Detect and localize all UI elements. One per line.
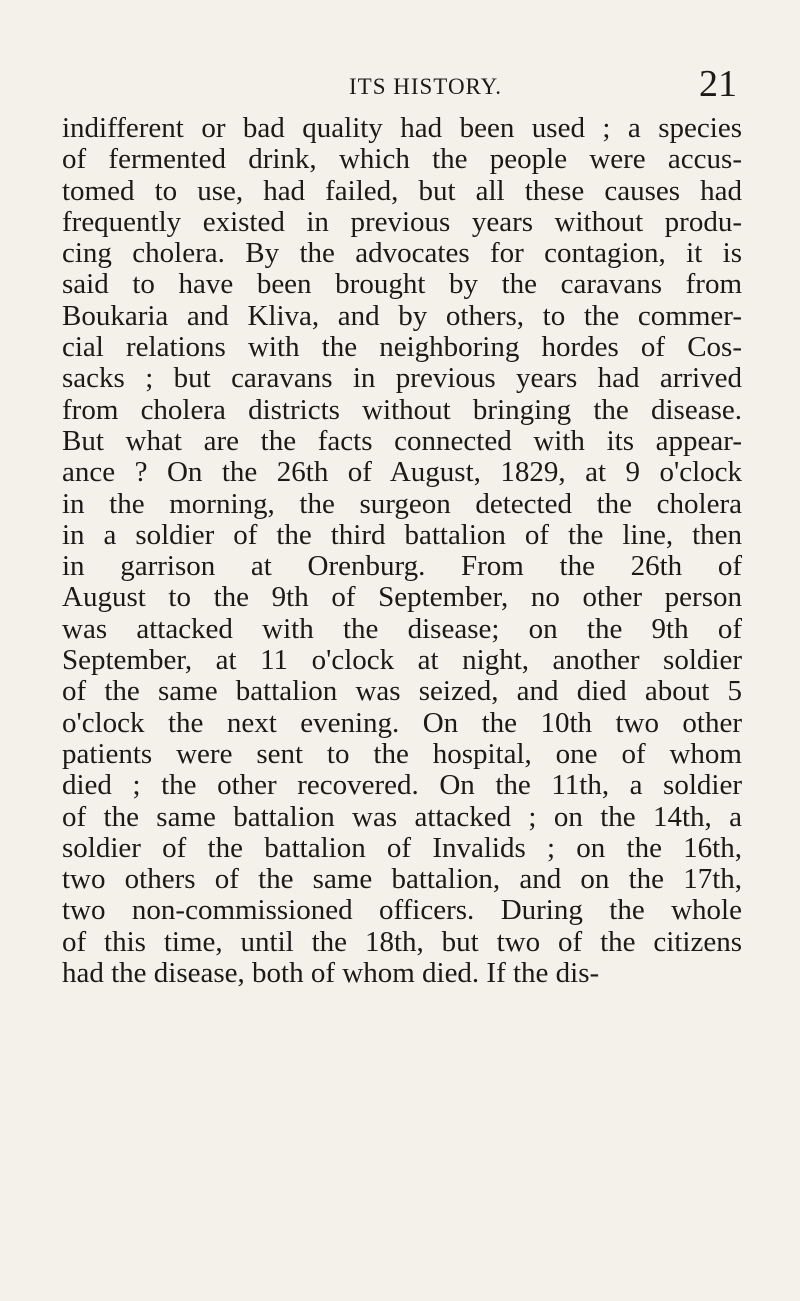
text-line: cial relations with the neighboring hordes of Cos- bbox=[62, 331, 742, 364]
running-head bbox=[0, 62, 800, 108]
text-line: two others of the same battalion, and on the 17th, bbox=[62, 863, 742, 896]
body-text bbox=[62, 113, 742, 989]
text-line: of the same battalion was seized, and died about 5 bbox=[62, 675, 742, 708]
page-number: 21 bbox=[699, 63, 737, 105]
text-line: Boukaria and Kliva, and by others, to the commer- bbox=[62, 299, 742, 332]
text-line: of the same battalion was attacked ; on the 14th, a bbox=[62, 800, 742, 833]
text-line: soldier of the battalion of Invalids ; on the 16th, bbox=[62, 831, 742, 864]
text-line: indifferent or bad quality had been used ; a species bbox=[62, 112, 742, 144]
text-line: two non-commissioned officers. During the whole bbox=[62, 894, 742, 927]
text-line: of fermented drink, which the people were accus- bbox=[62, 143, 742, 176]
text-line: ance ? On the 26th of August, 1829, at 9 o'clock bbox=[62, 456, 742, 489]
text-line: cing cholera. By the advocates for contagion, it is bbox=[62, 237, 742, 270]
text-line: But what are the facts connected with its appear- bbox=[62, 424, 742, 457]
text-line: of this time, until the 18th, but two of the citizens bbox=[62, 925, 742, 958]
text-line: August to the 9th of September, no other person bbox=[62, 581, 742, 614]
text-line: said to have been brought by the caravans from bbox=[62, 268, 742, 301]
text-line: had the disease, both of whom died. If the dis- bbox=[62, 957, 600, 990]
text-line: tomed to use, had failed, but all these causes had bbox=[62, 174, 742, 207]
text-line: September, at 11 o'clock at night, another soldier bbox=[62, 644, 742, 677]
text-line: from cholera districts without bringing the disease. bbox=[62, 393, 742, 426]
text-line: patients were sent to the hospital, one of whom bbox=[62, 737, 742, 770]
text-line: in garrison at Orenburg. From the 26th of bbox=[62, 550, 742, 583]
text-line: died ; the other recovered. On the 11th, a soldier bbox=[62, 769, 742, 802]
text-line: sacks ; but caravans in previous years had arrived bbox=[62, 362, 742, 395]
text-line: in the morning, the surgeon detected the cholera bbox=[62, 487, 742, 520]
text-line: in a soldier of the third battalion of the line, then bbox=[62, 518, 742, 551]
text-line: was attacked with the disease; on the 9th of bbox=[62, 612, 742, 645]
text-line: o'clock the next evening. On the 10th two other bbox=[62, 706, 742, 739]
running-title: ITS HISTORY. bbox=[349, 74, 503, 99]
text-line: frequently existed in previous years without produ- bbox=[62, 205, 742, 238]
